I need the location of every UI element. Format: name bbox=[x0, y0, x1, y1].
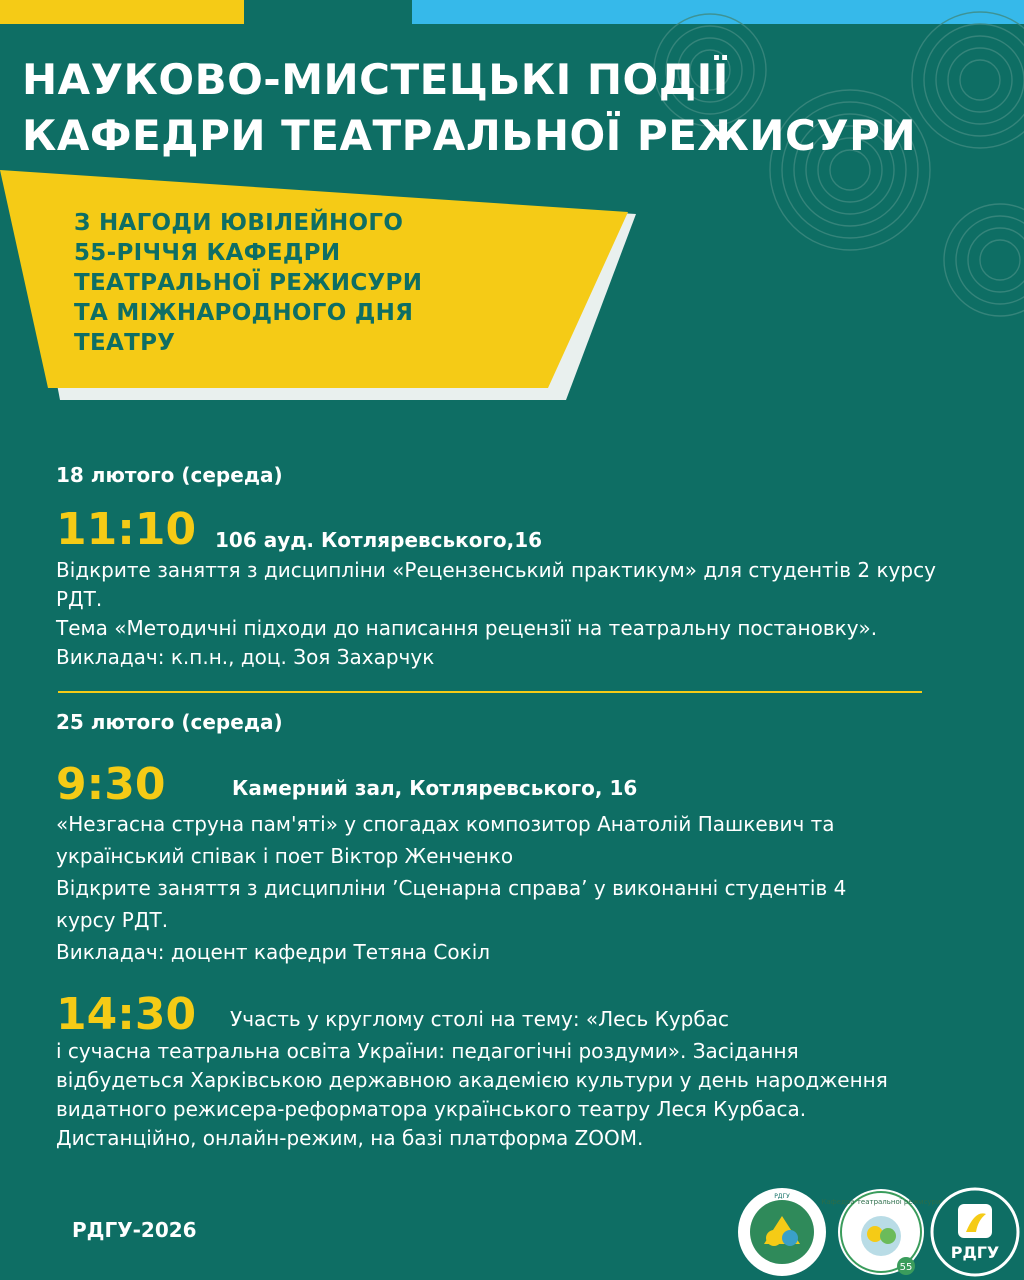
banner-line: ТА МІЖНАРОДНОГО ДНЯ bbox=[74, 300, 414, 326]
top-accent-bar-blue bbox=[412, 0, 1024, 24]
event-description bbox=[56, 556, 1006, 672]
university-logo bbox=[930, 1186, 1020, 1278]
event-date: 25 лютого (середа) bbox=[56, 710, 283, 734]
description-line: РДТ. bbox=[56, 587, 103, 611]
event-time: 9:30 bbox=[56, 759, 166, 810]
logo-badge: 55 bbox=[899, 1262, 913, 1273]
department-logo bbox=[821, 1186, 941, 1278]
logo-label: Кафедра театральної режисури bbox=[821, 1198, 941, 1206]
description-line: Викладач: доцент кафедри Тетяна Сокіл bbox=[56, 940, 491, 964]
description-line: Дистанційно, онлайн-режим, на базі платформа ZOOM. bbox=[56, 1126, 644, 1150]
description-line: відбудеться Харківською державною академією культури у день народження bbox=[56, 1068, 888, 1092]
event-place: Камерний зал, Котляревського, 16 bbox=[232, 776, 638, 800]
description-line: український співак і поет Віктор Женченко bbox=[56, 844, 514, 868]
event-date: 18 лютого (середа) bbox=[56, 463, 283, 487]
banner-line: З НАГОДИ ЮВІЛЕЙНОГО bbox=[74, 210, 404, 236]
top-accent-bar-yellow bbox=[0, 0, 244, 24]
faculty-logo bbox=[734, 1186, 830, 1278]
event-description bbox=[56, 808, 1006, 968]
banner-line: 55-РІЧЧЯ КАФЕДРИ bbox=[74, 240, 341, 266]
event-topic: Участь у круглому столі на тему: «Лесь Курбас bbox=[230, 1007, 729, 1031]
event-time: 11:10 bbox=[56, 504, 197, 555]
event-time: 14:30 bbox=[56, 989, 197, 1040]
description-line: Відкрите заняття з дисципліни «Рецензенський практикум» для студентів 2 курсу bbox=[56, 558, 936, 582]
banner-line: ТЕАТРАЛЬНОЇ РЕЖИСУРИ bbox=[74, 270, 423, 296]
event-description bbox=[56, 1037, 1006, 1153]
description-line: Тема «Методичні підходи до написання рецензії на театральну постановку». bbox=[56, 616, 878, 640]
description-line: Відкрите заняття з дисципліни ’Сценарна справа’ у виконанні студентів 4 bbox=[56, 876, 847, 900]
banner-line: ТЕАТРУ bbox=[74, 330, 176, 356]
logo-label: РДГУ bbox=[950, 1243, 1000, 1262]
banner-text bbox=[74, 208, 494, 358]
footer-text: РДГУ-2026 bbox=[72, 1218, 197, 1242]
title-line-2: КАФЕДРИ ТЕАТРАЛЬНОЇ РЕЖИСУРИ bbox=[22, 111, 917, 160]
description-line: і сучасна театральна освіта України: педагогічні роздуми». Засідання bbox=[56, 1039, 799, 1063]
title-line-1: НАУКОВО-МИСТЕЦЬКІ ПОДІЇ bbox=[22, 55, 729, 104]
description-line: Викладач: к.п.н., доц. Зоя Захарчук bbox=[56, 645, 435, 669]
description-line: видатного режисера-реформатора українського театру Леся Курбаса. bbox=[56, 1097, 807, 1121]
section-divider bbox=[58, 691, 922, 693]
description-line: «Незгасна струна пам'яті» у спогадах композитор Анатолій Пашкевич та bbox=[56, 812, 835, 836]
logo-label: РДГУ bbox=[774, 1193, 790, 1200]
page-title bbox=[22, 52, 916, 164]
description-line: курсу РДТ. bbox=[56, 908, 169, 932]
event-place: 106 ауд. Котляревського,16 bbox=[215, 528, 543, 552]
